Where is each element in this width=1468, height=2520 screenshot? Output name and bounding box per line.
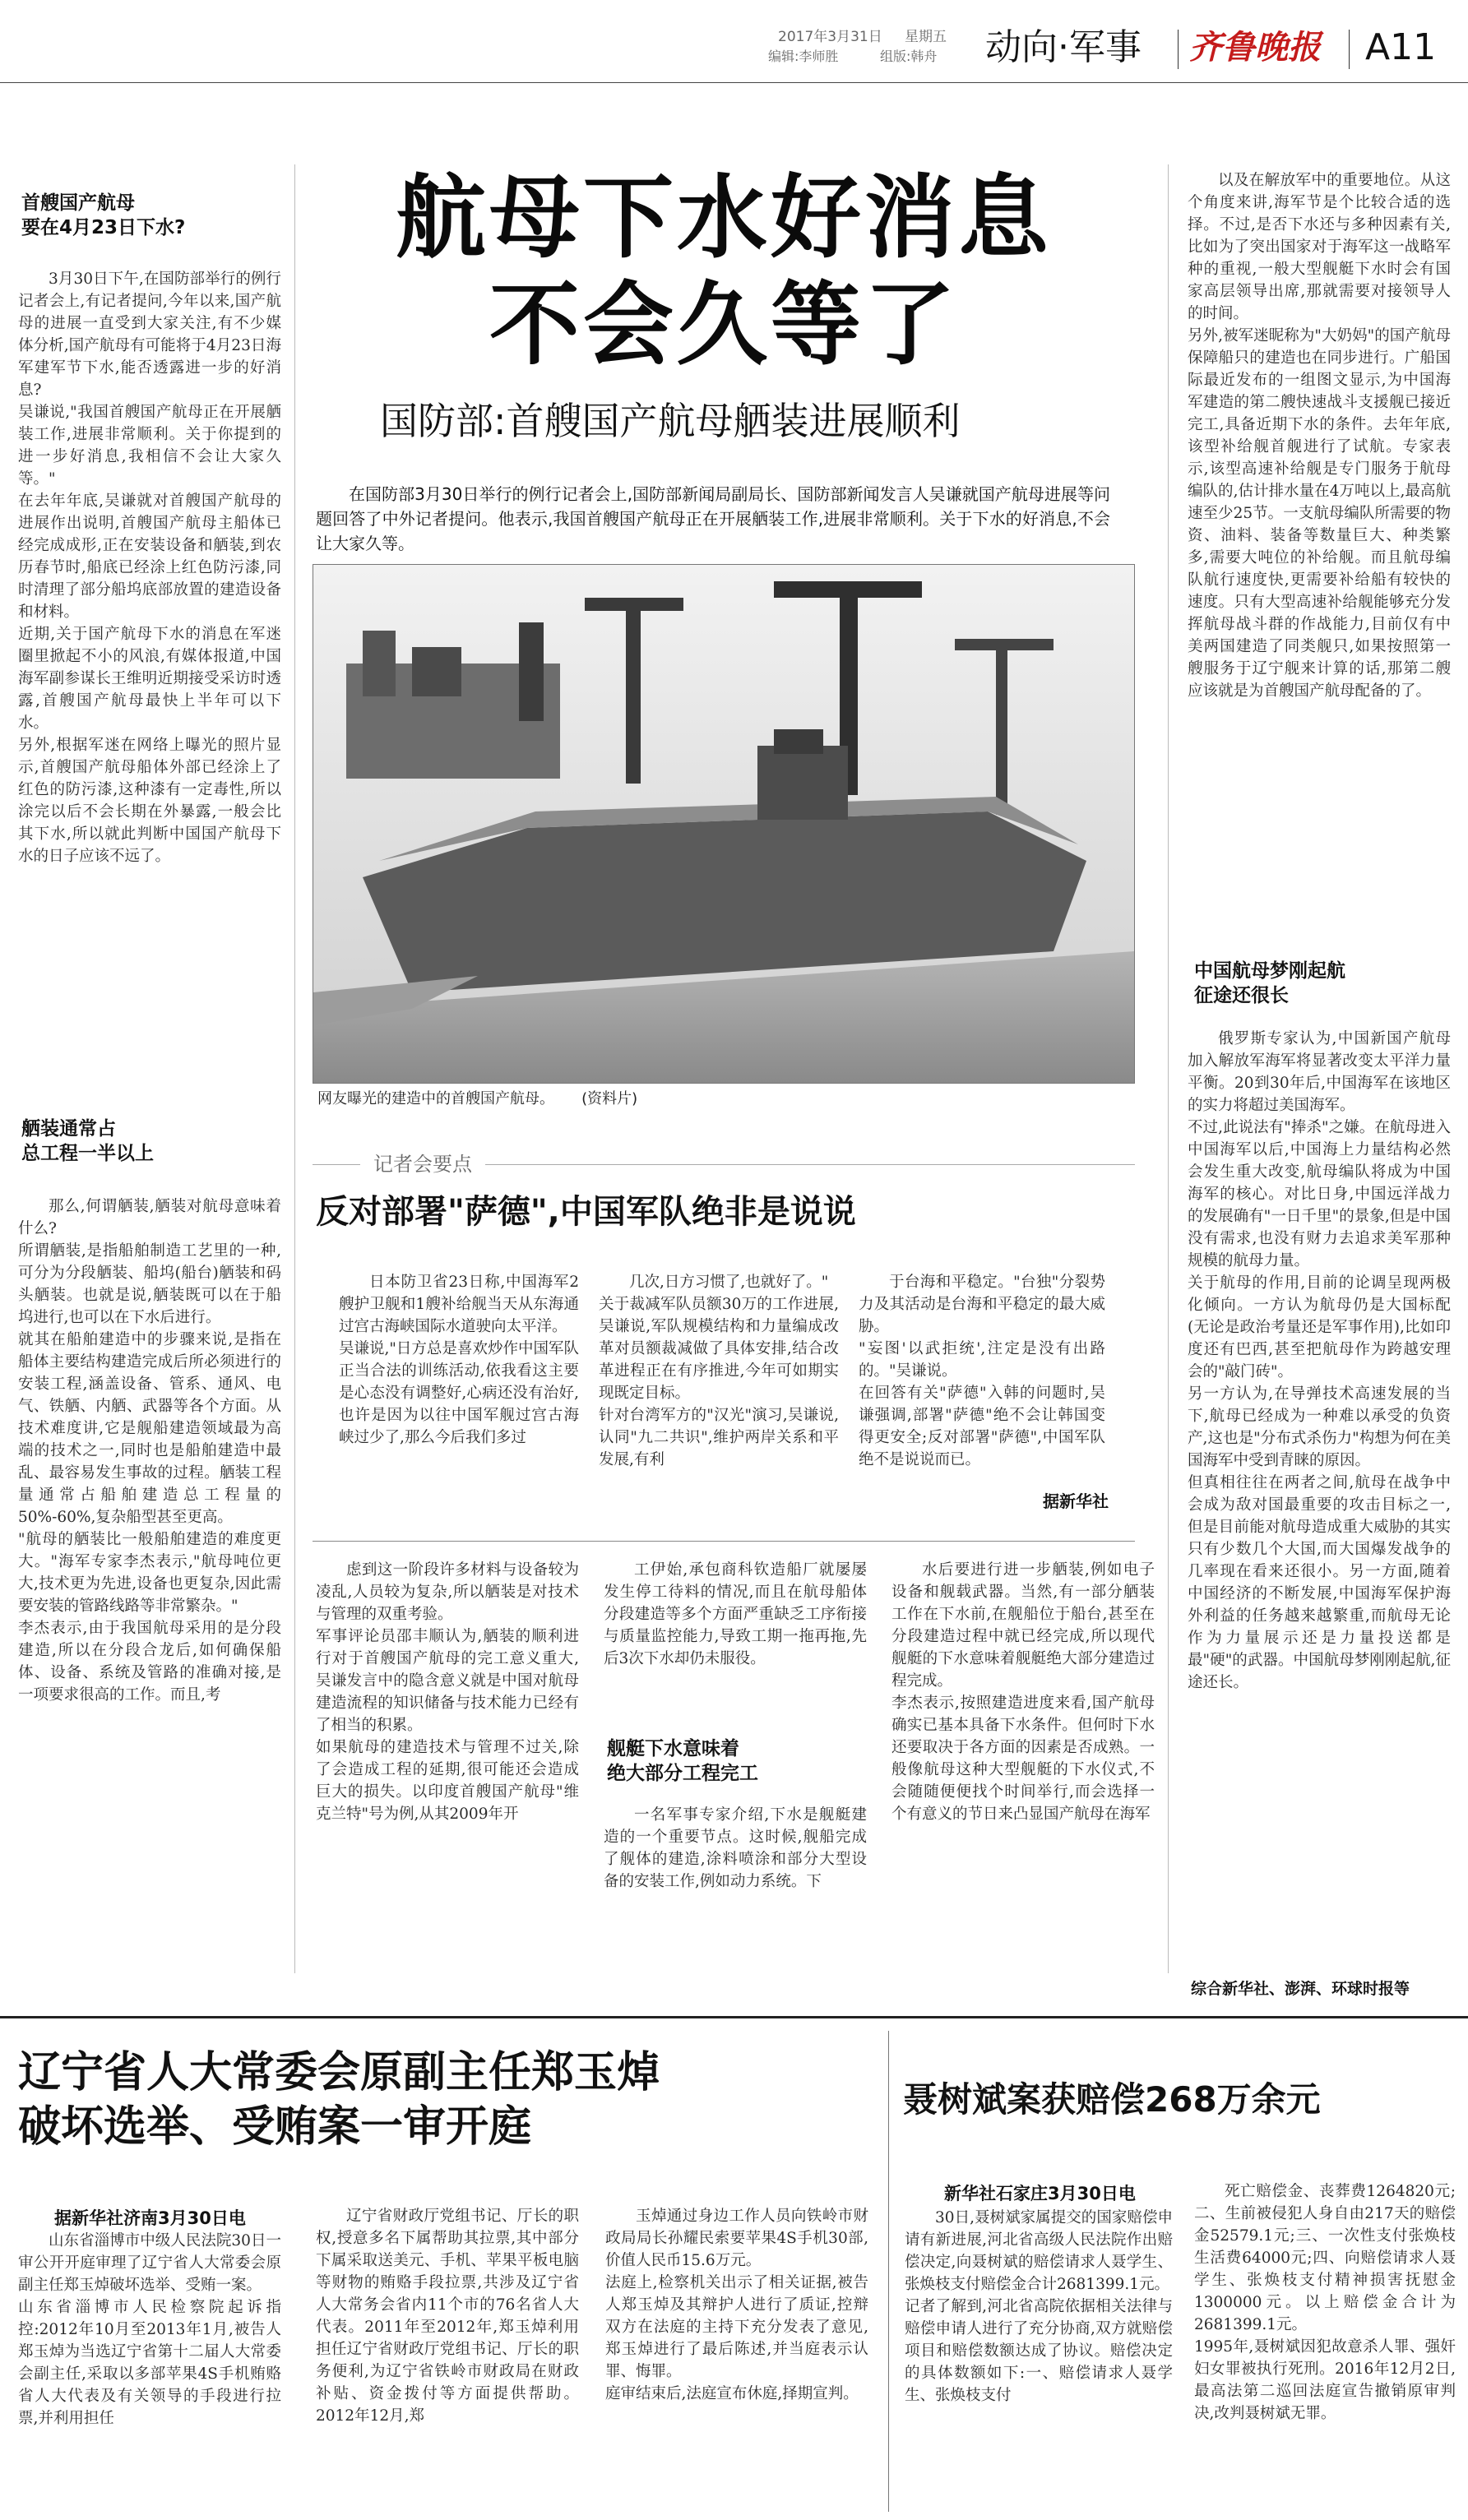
page-number: A11 [1365,26,1437,68]
mid-subhead-line-b: 绝大部分工程完工 [607,1763,758,1784]
photo-credit-text: (资料片) [581,1090,638,1107]
masthead-designer: 组版:韩舟 [880,49,938,64]
mid-column-d [891,1559,1155,1958]
right-column-text-1: 以及在解放军中的重要地位。从这个角度来讲,海军节是个比较合适的选择。不过,是否下水还与多种因素有关,比如为了突出国家对于海军这一战略军种的重视,一般大型舰艇下水时会有国家高层领导出席,那就需要对接领导人的时间。 另外,被军迷昵称为"大奶妈"的国产航母保障船只的建造也在同步进行。广船国际最近发布的一组图文显示,为中国海军建造的第二艘快速战斗支援舰已接近完工,具备近期下水的条件。去年年底,该型补给舰首舰进行了试航。专家表示,该型高速补给舰是专门服务于航母编队的,估计排水量在4万吨以上,最高航速至少25节。一支航母编队所需要的物资、油料、装备等数量巨大、种类繁多,需要大吨位的补给舰。而且航母编队航行速度快,更需要补给船有较快的速度。只有大型高速补给舰能够充分发挥航母战斗群的作战能力,目前仅有中美两国建造了同类舰只,如果按照第一艘服务于辽宁舰来计算的话,那第二艘应该就是为首艘国产航母配备的了。 [1188,172,1451,700]
mid-column-c [604,1804,867,1960]
masthead-date: 2017年3月31日 [778,29,882,45]
mid-column-b-text: 工伊始,承包商科钦造船厂就屡屡发生停工待料的情况,而且在航母船体分段建造等多个方面严重缺乏工序衔接与质量监控能力,导致工期一拖再拖,先后3次下水却仍未服役。 [604,1561,867,1667]
left-column-body-1 [18,268,281,1100]
sidebar-credit: 据新华社 [1043,1491,1109,1511]
left-subhead-1-line-b: 要在4月23日下水? [21,217,186,238]
bottom-left-column-2 [316,2205,579,2509]
bottom-left-column-1-text: 山东省淄博市中级人民法院30日一审公开开庭审理了辽宁省人大常委会原副主任郑玉焯破坏选举、受贿一案。 山东省淄博市人民检察院起诉指控:2012年10月至2013年1月,被告人郑玉焯为当选辽宁省第十二届人大常委会副主任,采取以多部苹果4S手机贿赂省人大代表及有关领导的手段进行拉票,并利用担任 [18,2232,281,2427]
left-subhead-1 [21,191,285,240]
right-column-body-2 [1188,1028,1451,1973]
left-subhead-2-line-b: 总工程一半以上 [21,1143,154,1164]
bottom-right-column-2 [1194,2180,1456,2509]
left-column-body-2 [18,1195,281,1960]
bottom-left-column-2-text: 辽宁省财政厅党组书记、厅长的职权,授意多名下属帮助其拉票,其中部分下属采取送美元、手机、苹果平板电脑等财物的贿赂手段拉票,共涉及辽宁省人大常务会省内11个市的76名省人大代表。2011年至2012年,郑玉焯利用担任辽宁省财政厅党组书记、厅长的职务便利,为辽宁省铁岭市财政局在财政补贴、资金拨付等方面提供帮助。2012年12月,郑 [316,2208,579,2425]
bottom-split-rule [888,2031,889,2512]
sidebar-column-3 [859,1271,1105,1480]
masthead-weekday: 星期五 [905,29,947,45]
mid-column-a [316,1559,579,1958]
sidebar-headline: 反对部署"萨德",中国军队绝非是说说 [316,1193,856,1231]
left-subhead-2-line-a: 舾装通常占 [21,1118,116,1140]
bottom-left-dateline: 据新华社济南3月30日电 [54,2208,246,2228]
aircraft-carrier-photo [313,564,1135,1084]
sidebar-bottom-rule [313,1541,1135,1542]
masthead-divider [1178,30,1179,69]
bottom-left-column-3 [605,2205,868,2509]
bottom-left-headline-1: 辽宁省人大常委会原副主任郑玉焯 [18,2048,660,2097]
bottom-right-column-2-text: 死亡赔偿金、丧葬费1264820元;二、生前被侵犯人身自由217天的赔偿金52579.1元;三、一次性支付张焕枝生活费64000元;四、向赔偿请求人聂学生、张焕枝支付精神损害抚慰金1300000元。以上赔偿金合计为2681399.1元。 1995年,聂树斌因犯故意杀人罪、强奸妇女罪被执行死刑。2016年12月2日,最高法第二巡回法庭宣告撤销原审判决,改判聂树斌无罪。 [1194,2183,1456,2422]
masthead-paper-logo: 齐鲁晚报 [1189,28,1321,67]
bottom-left-column-1 [18,2230,281,2509]
masthead-editor: 编辑:李师胜 [768,49,839,64]
right-subhead-line-a: 中国航母梦刚起航 [1194,960,1345,982]
main-subheadline: 国防部:首艘国产航母舾装进展顺利 [380,399,961,443]
mid-subhead-line-a: 舰艇下水意味着 [607,1738,739,1759]
masthead-divider-2 [1349,30,1350,69]
mid-column-c-text: 一名军事专家介绍,下水是舰艇建造的一个重要节点。这时候,舰船完成了舰体的建造,涂料喷涂和部分大型设备的安装工作,例如动力系统。下 [604,1806,867,1890]
left-column-rule [294,164,295,1973]
bottom-left-headline [18,2046,873,2154]
bottom-right-dateline: 新华社石家庄3月30日电 [944,2184,1136,2203]
sidebar-label: 记者会要点 [360,1148,485,1177]
bottom-left-column-3-text: 玉焯通过身边工作人员向铁岭市财政局局长孙耀民索要苹果4S手机30部,价值人民币15.6万元。 法庭上,检察机关出示了相关证据,被告人郑玉焯及其辩护人进行了质证,控辩双方在法庭的主持下充分发表了意见,郑玉焯进行了最后陈述,并当庭表示认罪、悔罪。 庭审结束后,法庭宣布休庭,择期宣判。 [605,2208,868,2402]
main-lead-text: 在国防部3月30日举行的例行记者会上,国防部新闻局副局长、国防部新闻发言人吴谦就国产航母进展等问题回答了中外记者提问。他表示,我国首艘国产航母正在开展舾装工作,进展非常顺利。关于下水的好消息,不会让大家久等。 [316,484,1110,553]
masthead-section: 动向·军事 [985,26,1142,68]
bottom-left-headline-2: 破坏选举、受贿案一审开庭 [18,2102,532,2152]
right-column-text-2: 俄罗斯专家认为,中国新国产航母加入解放军海军将显著改变太平洋力量平衡。20到30年后,中国海军在该地区的实力将超过美国海军。 不过,此说法有"捧杀"之嫌。在航母进入中国海军以后,中国海上力量结构必然会发生重大改变,航母编队将成为中国海军的核心。对比日身,中国远洋战力的发展确有"一日千里"的景象,但是中国没有需求,也没有财力去追求美军那种规模的航母力量。 关于航母的作用,目前的论调呈现两极化倾向。一方认为航母仍是大国标配(无论是政治考量还是军事作用),比如印度还有巴西,甚至把航母作为跨越安理会的"敲门砖"。 另一方认为,在导弹技术高速发展的当下,航母已经成为一种难以承受的负资产,这也是"分布式杀伤力"构想为何在美国海军中受到青睐的原因。 但真相往往在两者之间,航母在战争中会成为敌对国最重要的攻击目标之一,但是目前能对航母造成重大威胁的其实只有少数几个大国,而大国爆发战争的几率现在看来还很小。另一方面,随着中国经济的不断发展,中国海军保护海外利益的任务越来越繁重,而航母无论作为力量展示还是力量投送都是最"硬"的武器。中国航母梦刚刚起航,征途还长。 [1188,1030,1451,1691]
sidebar-column-3-text: 于台海和平稳定。"台独"分裂势力及其活动是台海和平稳定的最大威胁。 "妄图'以武拒统',注定是没有出路的。"吴谦说。 在回答有关"萨德"入韩的问题时,吴谦强调,部署"萨德"绝不会让韩国变得更安全;反对部署"萨德",中国军队绝不是说说而已。 [859,1274,1105,1468]
sidebar-column-2-text: 几次,日方习惯了,也就好了。" 关于裁减军队员额30万的工作进展,吴谦说,军队规模结构和力量编成改革对员额裁减做了具体安排,结合改革进程正在有序推进,今年可如期实现既定目标。 针对台湾军方的"汉光"演习,吴谦说,认同"九二共识",维护两岸关系和平发展,有利 [599,1274,839,1468]
main-headline [313,164,1135,378]
right-subhead-line-b: 征途还很长 [1194,985,1289,1006]
left-column-text-2: 那么,何谓舾装,舾装对航母意味着什么? 所谓舾装,是指船舶制造工艺里的一种,可分为分段舾装、船坞(船台)舾装和码头舾装。也就是说,舾装既可以在于船坞进行,也可以在下水后进行。 就其在船舶建造中的步骤来说,是指在船体主要结构建造完成后所必须进行的安装工程,涵盖设备、管系、通风、电气、铁舾、内舾、武器等各个方面。从技术难度讲,它是舰船建造领域最为高端的技术之一,同时也是船舶建造中最乱、最容易发生事故的过程。舾装工程量通常占船舶建造总工程量的50%-60%,复杂船型甚至更高。 "航母的舾装比一般船舶建造的难度更大。"海军专家李杰表示,"航母吨位更大,技术更为先进,设备也更复杂,因此需要安装的管路线路等非常繁杂。" 李杰表示,由于我国航母采用的是分段建造,所以在分段合龙后,如何确保船体、设备、系统及管路的准确对接,是一项要求很高的工作。而且,考 [18,1198,281,1704]
mid-column-a-text: 虑到这一阶段许多材料与设备较为凌乱,人员较为复杂,所以舾装是对技术与管理的双重考验。 军事评论员邵丰顺认为,舾装的顺利进行对于首艘国产航母的完工意义重大,吴谦发言中的隐含意义就是中国对航母建造流程的知识储备与技术能力已经有了相当的积累。 如果航母的建造技术与管理不过关,除了会造成工程的延期,很可能还会造成巨大的损失。以印度首艘国产航母"维克兰特"号为例,从其2009年开 [316,1561,579,1823]
main-headline-line-2: 不会久等了 [489,272,958,377]
main-lead [316,482,1110,571]
mid-column-d-text: 水后要进行进一步舾装,例如电子设备和舰载武器。当然,有一部分舾装工作在下水前,在舰船位于船台,甚至在分段建造过程中就已经完成,所以现代舰艇的下水意味着舰艇绝大部分建造过程完成。 李杰表示,按照建造进度来看,国产航母确实已基本具备下水条件。但何时下水还要取决于各方面的因素是否成熟。一般像航母这种大型舰艇的下水仪式,不会随随便便找个时间举行,而会选择一个有意义的节日来凸显国产航母在海军 [891,1561,1155,1823]
bottom-right-column-1 [905,2207,1173,2511]
main-headline-line-1: 航母下水好消息 [396,165,1052,270]
left-column-text-1: 3月30日下午,在国防部举行的例行记者会上,有记者提问,今年以来,国产航母的进展一直受到大家关注,有不少媒体分析,国产航母有可能将于4月23日海军建军节下水,能否透露进一步的好消息? 吴谦说,"我国首艘国产航母正在开展舾装工作,进展非常顺利。关于你提到的进一步好消息,我相信不会让大家久等。" 在去年年底,吴谦就对首艘国产航母的进展作出说明,首艘国产航母主船体已经完成成形,正在安装设备和舾装,到农历春节时,船底已经涂上红色防污漆,同时清理了部分船坞底部放置的建造设备和材料。 近期,关于国产航母下水的消息在军迷圈里掀起不小的风浪,有媒体报道,中国海军副参谋长王维明近期接受采访时透露,首艘国产航母最快上半年可以下水。 另外,根据军迷在网络上曝光的照片显示,首艘国产航母船体外部已经涂上了红色的防污漆,这种漆有一定毒性,所以涂完以后不会长期在外暴露,一般会比其下水,所以就此判断中国国产航母下水的日子应该不远了。 [18,270,281,865]
masthead-rule [0,82,1468,83]
mid-column-b [604,1559,867,1715]
photo-caption-line [317,1087,1123,1112]
photo-caption-text: 网友曝光的建造中的首艘国产航母。 [317,1090,554,1107]
photo-illustration [313,565,1134,1083]
sidebar-column-1-text: 日本防卫省23日称,中国海军2艘护卫舰和1艘补给舰当天从东海通过宫古海峡国际水道驶向太平洋。 吴谦说,"日方总是喜欢炒作中国军队正当合法的训练活动,依我看这主要是心态没有调整好,心病还没有治好,也许是因为以往中国军舰过宫古海峡过少了,那么今后我们多过 [339,1274,579,1446]
right-column-credit: 综合新华社、澎湃、环球时报等 [1191,1980,1410,1998]
sidebar-column-1 [339,1271,579,1518]
bottom-right-headline: 聂树斌案获赔偿268万余元 [903,2079,1321,2120]
mid-subhead [607,1736,870,1786]
right-column-body-1 [1188,169,1451,947]
right-subhead [1194,959,1457,1008]
bottom-section-rule [0,2016,1468,2018]
left-subhead-1-line-a: 首艘国产航母 [21,192,135,214]
sidebar-column-2 [599,1271,839,1518]
left-subhead-2 [21,1117,285,1166]
right-column-rule [1168,164,1169,1973]
bottom-right-column-1-text: 30日,聂树斌家属提交的国家赔偿申请有新进展,河北省高级人民法院作出赔偿决定,向聂树斌的赔偿请求人聂学生、张焕枝支付赔偿金合计2681399.1元。 记者了解到,河北省高院依据相关法律与赔偿申请人进行了充分协商,双方就赔偿项目和赔偿数额达成了协议。赔偿决定的具体数额如下:一、赔偿请求人聂学生、张焕枝支付 [905,2209,1173,2404]
